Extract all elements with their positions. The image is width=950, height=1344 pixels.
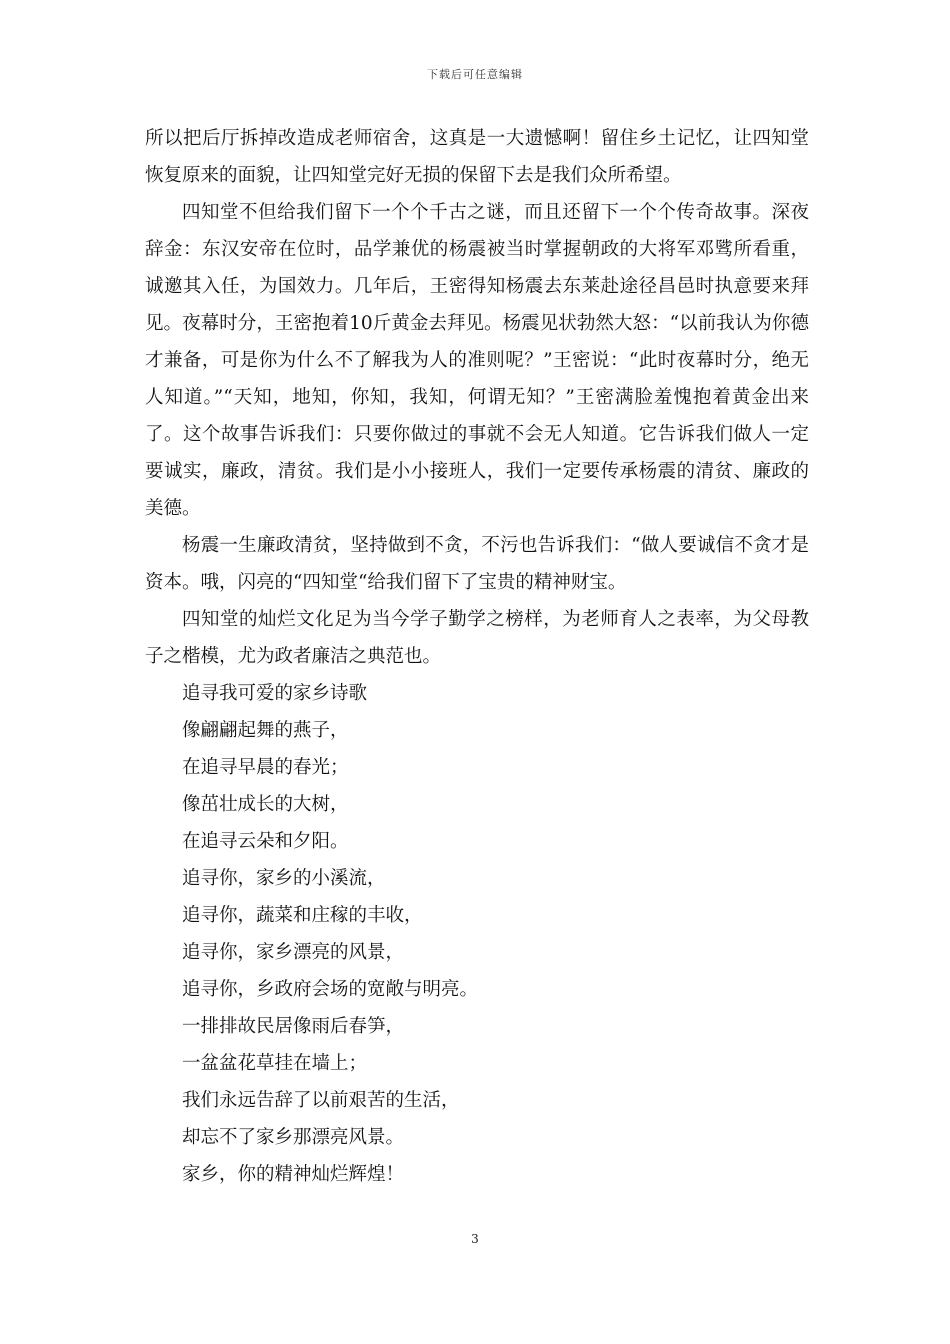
poem-line: 却忘不了家乡那漂亮风景。 — [182, 1127, 405, 1148]
poem-title: 追寻我可爱的家乡诗歌 — [182, 683, 368, 704]
poem-line: 我们永远告辞了以前艰苦的生活， — [182, 1090, 460, 1111]
poem-line: 像茁壮成长的大树， — [182, 794, 349, 815]
poem-line: 一盆盆花草挂在墙上； — [182, 1053, 368, 1074]
poem-line: 追寻你，乡政府会场的宽敞与明亮。 — [182, 979, 479, 1000]
poem-line: 追寻你，蔬菜和庄稼的丰收， — [182, 905, 423, 926]
poem-line: 像翩翩起舞的燕子， — [182, 720, 349, 741]
paragraph-story: 四知堂不但给我们留下一个个千古之谜，而且还留下一个个传奇故事。深夜辞金：东汉安帝在位时，品学兼优的杨震被当时掌握朝政的大将军邓骘所看重，诚邀其入任，为国效力。几年后，王密得知杨震去东莱赴途径昌邑时执意要来拜见。夜幕时分，王密抱着10斤黄金去拜见。杨震见状勃然大怒：“以前我认为你德才兼备，可是你为什么不了解我为人的准则呢？”王密说：“此时夜幕时分，绝无人知道。”“天知，地知，你知，我知，何谓无知？”王密满脸羞愧抱着黄金出来了。这个故事告诉我们：只要你做过的事就不会无人知道。它告诉我们做人一定要诚实，廉政，清贫。我们是小小接班人，我们一定要传承杨震的清贫、廉政的美德。 — [145, 202, 809, 519]
paragraph-continued: 所以把后厅拆掉改造成老师宿舍，这真是一大遗憾啊！留住乡土记忆，让四知堂恢复原来的面貌，让四知堂完好无损的保留下去是我们众所希望。 — [145, 128, 809, 186]
paragraph-lesson: 杨震一生廉政清贫，坚持做到不贪，不污也告诉我们：“做人要诚信不贪才是资本。哦，闪亮的“四知堂“给我们留下了宝贵的精神财宝。 — [145, 535, 809, 593]
poem-line: 追寻你，家乡的小溪流， — [182, 868, 386, 889]
poem-line: 在追寻早晨的春光； — [182, 757, 349, 778]
document-body — [145, 120, 809, 1193]
poem-line: 一排排故民居像雨后春笋， — [182, 1016, 405, 1037]
page-number: 3 — [471, 1232, 479, 1246]
poem-line: 在追寻云朵和夕阳。 — [182, 831, 349, 852]
poem-line: 家乡，你的精神灿烂辉煌！ — [182, 1164, 405, 1185]
paragraph-culture: 四知堂的灿烂文化足为当今学子勤学之榜样，为老师育人之表率，为父母教子之楷模，尤为政者廉洁之典范也。 — [145, 609, 809, 667]
poem — [145, 675, 809, 1193]
header-note: 下载后可任意编辑 — [427, 68, 523, 81]
poem-line: 追寻你，家乡漂亮的风景， — [182, 942, 405, 963]
